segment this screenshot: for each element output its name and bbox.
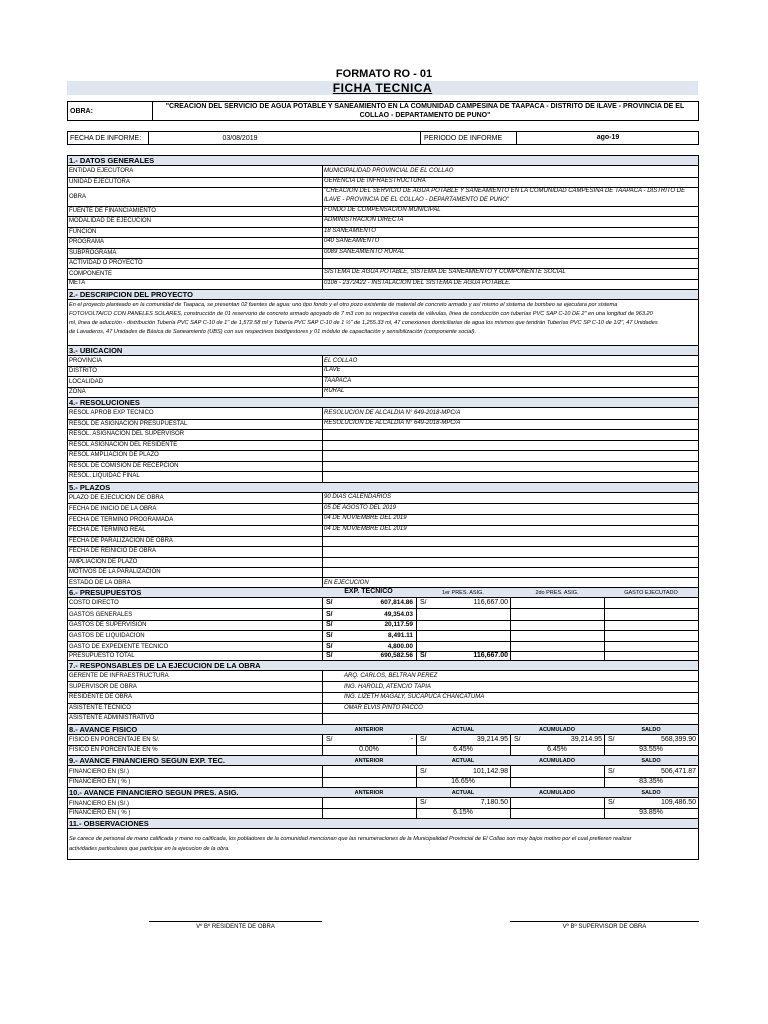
exp-value: 690,582.56	[380, 652, 413, 659]
currency: S/	[420, 599, 427, 606]
saldo-value: 93.55%	[639, 746, 663, 753]
row-label: GASTOS DE SUPERVISION	[69, 622, 147, 628]
row-label: COSTO DIRECTO	[69, 600, 119, 606]
exp-value: 4,800.00	[387, 643, 413, 650]
section-plazos: 5.- PLAZOS	[68, 482, 698, 493]
row-label: FECHA DE TERMINO REAL	[69, 527, 146, 533]
row-value: SISTEMA DE AGUA POTABLE, SISTEMA DE SANEAMIENTO Y COMPONENTE SOCIAL	[324, 269, 566, 275]
col-actual: ACTUAL	[451, 727, 475, 733]
col-saldo: SALDO	[641, 727, 661, 733]
actual-value: 39,214.95	[476, 736, 508, 743]
col-acumulado: ACUMULADO	[538, 758, 576, 764]
col-saldo: SALDO	[641, 790, 661, 796]
row-label: FECHA DE INICIO DE LA OBRA	[69, 506, 157, 512]
ficha-title: FICHA TECNICA	[67, 81, 698, 95]
section-resoluciones: 4.- RESOLUCIONES	[68, 397, 698, 408]
row-value: RESOLUCION DE ALCALDIA N° 649-2018-MPC/A	[324, 420, 461, 426]
section-responsables: 7.- RESPONSABLES DE LA EJECUCION DE LA OBRA	[68, 660, 698, 671]
row-label: META	[69, 280, 86, 286]
row-label: FUNCION	[69, 229, 97, 235]
col-exp-tecnico: EXP. TECNICO	[344, 588, 393, 595]
row-label: MOTIVOS DE LA PARALIZACION	[69, 569, 161, 575]
currency: S/	[326, 621, 333, 628]
currency: S/	[420, 768, 427, 775]
acumulado-value: 6.45%	[547, 746, 567, 753]
exp-value: 8,491.11	[388, 632, 413, 639]
saldo-value: 83.35%	[639, 778, 663, 785]
currency: S/	[420, 652, 427, 659]
fecha-value: 03/08/2019	[222, 135, 258, 142]
fecha-box	[67, 131, 699, 145]
row-label: RESOL APROB EXP TECNICO	[69, 410, 154, 416]
row-label: FISICO EN PORCENTAJE EN S/.	[69, 737, 160, 743]
row-value: TAAPACA	[324, 378, 352, 384]
currency: S/	[514, 736, 521, 743]
section-ubicacion: 3.- UBICACION	[68, 345, 698, 356]
col-gasto-ejecutado: GASTO EJECUTADO	[624, 590, 678, 596]
row-label: PROVINCIA	[69, 358, 103, 364]
row-label: DISTRITO	[69, 368, 97, 374]
row-label: GASTOS DE LIQUIDACION	[69, 633, 145, 639]
col-acumulado: ACUMULADO	[538, 790, 576, 796]
obra-value: "CREACION DEL SERVICIO DE AGUA POTABLE Y SANEAMIENTO EN LA COMUNIDAD CAMPESINA DE TAAPACA - DISTRITO DE ILAVE - PROVINCIA DE EL COLLAO - DEPARTAMENTO DE PUNO"	[165, 103, 685, 119]
row-value: 04 DE NOVIEMBRE DEL 2019	[324, 515, 407, 521]
currency: S/	[326, 632, 333, 639]
row-value: 0106 - 2372422 - INSTALACION DEL SISTEMA DE AGUA POTABLE.	[324, 280, 511, 286]
currency: S/	[326, 652, 333, 659]
col-actual: ACTUAL	[451, 790, 475, 796]
section-datos-generales: 1.- DATOS GENERALES	[68, 156, 698, 166]
row-value: 05 DE AGOSTO DEL 2019	[324, 505, 396, 511]
actual-value: 7,180.50	[480, 799, 508, 806]
row-label: FECHA DE PARALIZACION DE OBRA	[69, 538, 173, 544]
section-avance-financiero-exp: 9.- AVANCE FINANCIERO SEGUN EXP. TEC.	[68, 755, 698, 766]
col-acumulado: ACUMULADO	[538, 727, 576, 733]
row-label: SUBPROGRAMA	[69, 250, 117, 256]
row-value: ARQ. CARLOS, BELTRAN PEREZ	[344, 673, 438, 679]
row-label: GASTOS GENERALES	[69, 612, 133, 618]
section-avance-fisico: 8.- AVANCE FISICO	[68, 724, 698, 735]
row-label: PLAZO DE EJECUCION DE OBRA	[69, 495, 164, 501]
fecha-label: FECHA DE INFORME:	[70, 135, 142, 142]
saldo-value: 93.85%	[639, 809, 663, 816]
row-label: RESOL AMPLIACION DE PLAZO	[69, 452, 159, 458]
currency: S/	[608, 768, 615, 775]
firma-supervisor-label: Vº Bº SUPERVISOR DE OBRA	[562, 924, 647, 930]
exp-value: 20,117.59	[384, 621, 413, 628]
row-label: GERENTE DE INFRAESTRUCTURA	[69, 673, 169, 679]
row-label: AMPLIACION DE PLAZO	[69, 559, 138, 565]
row-label: MODALIDAD DE EJECUCION	[69, 218, 152, 224]
row-value: 040 SANEAMIENTO	[324, 238, 380, 244]
row-label: RESOL ASIGNACION DEL RESIDENTE	[69, 442, 178, 448]
row-label: FISICO EN PORCENTAJE EN %	[69, 747, 158, 753]
actual-value: 6.15%	[453, 809, 473, 816]
descripcion-line: de Lavaderos, 47 Unidades de Básica de Saneamiento (UBS) con sus respectivos biodigestores y 01 módulo de capacitación y sensibilización (componente social).	[69, 329, 477, 335]
section-descripcion: 2.- DESCRIPCION DEL PROYECTO	[68, 289, 698, 300]
exp-value: 607,814.86	[380, 599, 413, 606]
row-label: RESOL. LIQUIDAC FINAL	[69, 473, 140, 479]
anterior-value: 0.00%	[359, 746, 379, 753]
row-value: 90 DIAS CALENDARIOS	[324, 494, 392, 500]
periodo-value: ago-19	[596, 134, 620, 141]
actual-value: 16.65%	[451, 778, 475, 785]
row-label: RESOL. ASIGNACION DEL SUPERVISOR	[69, 431, 185, 437]
firma-residente-label: Vº Bº RESIDENTE DE OBRA	[196, 924, 275, 930]
col-saldo: SALDO	[641, 758, 661, 764]
row-label: RESOL DE ASIGNACION PRESUPUESTAL	[69, 421, 188, 427]
actual-value: 101,142.98	[472, 768, 508, 775]
row-label: ENTIDAD EJECUTORA	[69, 168, 134, 174]
section-avance-financiero-pres: 10.- AVANCE FINANCIERO SEGUN PRES. ASIG.	[68, 787, 698, 798]
p1-value: 116,667.00	[473, 599, 508, 606]
row-label: SUPERVISOR DE OBRA	[69, 684, 137, 690]
descripcion-line: FOTOVOLTAICO CON PANELES SOLARES, construcción de 01 reservorio de concreto armado apoyado de 7 m3 con su respectiva caseta de válvulas, línea de conducción con tuberías PVC SAP C-10 DE 2" en una longitud de 963.20	[69, 311, 653, 317]
currency: S/	[326, 599, 333, 606]
row-value: ING. LIZETH MAGALY, SUCAPUCA CHANCATUMA	[344, 694, 485, 700]
col-1er-pres: 1er PRES. ASIG.	[442, 590, 484, 596]
currency: S/	[420, 799, 427, 806]
row-value: EL COLLAO	[324, 358, 358, 364]
currency: S/	[326, 736, 333, 743]
row-label: FUENTE DE FINANCIAMIENTO	[69, 208, 156, 214]
row-label: FECHA DE REINICIO DE OBRA	[69, 548, 157, 554]
row-value: "CREACION DEL SERVICIO DE AGUA POTABLE Y SANEAMIENTO EN LA COMUNIDAD CAMPESINA DE TAAPACA - DISTRITO DE	[324, 188, 686, 194]
row-label: RESOL DE COMISION DE RECEPCION	[69, 463, 179, 469]
row-label: LOCALIDAD	[69, 379, 104, 385]
row-value: 04 DE NOVIEMBRE DEL 2019	[324, 526, 407, 532]
row-value: ADMINISTRACION DIRECTA	[324, 217, 404, 223]
row-label: FINANCIERO EN ( % )	[69, 779, 131, 785]
row-label: COMPONENTE	[69, 271, 113, 277]
main-table	[67, 155, 699, 860]
formato-title: FORMATO RO - 01	[335, 68, 433, 80]
anterior-value: -	[410, 736, 413, 743]
row-value: 18 SANEAMIENTO	[324, 228, 376, 234]
col-actual: ACTUAL	[451, 758, 475, 764]
col-anterior: ANTERIOR	[354, 727, 384, 733]
row-value-cont: ILAVE - PROVINCIA DE EL COLLAO - DEPARTAMENTO DE PUNO"	[324, 197, 510, 203]
row-label: ASISTENTE TECNICO	[69, 705, 131, 711]
firma-supervisor-line	[510, 921, 699, 922]
row-value: GERENCIA DE INFRAESTRUCTURA	[324, 178, 426, 184]
row-value: ILAVE	[324, 367, 341, 373]
descripcion-line: En el proyecto planteado en la comunidad de Taapaca, se presentan 02 fuentes de agua: uno tipo fondo y el otro pozo existente de material de concreto armado y así mismo el sistema de bombeo se ejecutara por sistema	[69, 302, 618, 308]
saldo-value: 109,486.50	[660, 799, 696, 806]
row-label: ZONA	[69, 389, 86, 395]
col-anterior: ANTERIOR	[354, 758, 384, 764]
firma-residente-line	[149, 921, 322, 922]
saldo-value: 506,471.87	[660, 768, 696, 775]
p1-value: 116,667.00	[473, 652, 508, 659]
section-presupuestos: 6.- PRESUPUESTOS	[68, 587, 698, 598]
section-observaciones: 11.- OBSERVACIONES	[68, 818, 698, 829]
row-value: MUNICIPALIDAD PROVINCIAL DE EL COLLAO	[324, 168, 454, 174]
currency: S/	[420, 736, 427, 743]
row-label: GASTO DE EXPEDIENTE TECNICO	[69, 644, 169, 650]
row-label: FECHA DE TERMINO PROGRAMADA	[69, 517, 174, 523]
row-label: UNIDAD EJECUTORA	[69, 179, 130, 185]
row-label: OBRA	[69, 194, 87, 200]
col-2do-pres: 2do PRES. ASIG.	[535, 590, 579, 596]
row-label: RESIDENTE DE OBRA	[69, 694, 133, 700]
observacion-line: Se carece de personal de mano calificada y mano no calificada, los pobladores de la comunidad mencionan que las renumeraciones de la Municipalidad Provincial de El Collao son muy bajos motivo por el cual prefieren realizar	[69, 836, 632, 842]
row-label: FINANCIERO EN (S/.)	[69, 769, 130, 775]
row-label: FINANCIERO EN ( % )	[69, 810, 131, 816]
row-label: ESTADO DE LA OBRA	[69, 580, 131, 586]
row-value: 0089 SANEAMIENTO RURAL	[324, 249, 405, 255]
exp-value: 49,354.03	[384, 611, 413, 618]
currency: S/	[608, 736, 615, 743]
row-value: ING. HAROLD, ATENCIO TAPIA	[344, 684, 431, 690]
observacion-line: actividades particulares que participar en la ejecucion de la obra.	[69, 846, 230, 852]
row-label: FINANCIERO EN (S/.)	[69, 801, 130, 807]
col-anterior: ANTERIOR	[354, 790, 384, 796]
row-value: EN EJECUCION	[324, 580, 369, 586]
periodo-label: PERIODO DE INFORME	[424, 135, 503, 142]
row-label: ACTIVIDAD O PROYECTO	[69, 260, 143, 266]
row-value: RURAL	[324, 388, 345, 394]
descripcion-line: ml, línea de aducción - distribución Tubería PVC SAP C-10 de 1" de 1,572.58 ml y Tubería PVC SAP C-10 de 1 ½" de 1,255.33 ml, 47 conexiones domiciliarias de agua los mismos que tendrán Tuberías PVC SP C-10 de 1/2", 47 Unidades	[69, 320, 658, 326]
row-value: FONDO DE COMPENSACION MUNICIPAL	[324, 207, 441, 213]
row-label: PROGRAMA	[69, 239, 105, 245]
row-value: RESOLUCION DE ALCALDIA N° 649-2018-MPC/A	[324, 410, 461, 416]
currency: S/	[326, 611, 333, 618]
acumulado-value: 39,214.95	[570, 736, 602, 743]
obra-label: OBRA:	[70, 108, 93, 115]
actual-value: 6.45%	[453, 746, 473, 753]
row-label: PRESUPUESTO TOTAL	[69, 653, 135, 659]
currency: S/	[608, 799, 615, 806]
row-label: ASISTENTE ADMINISTRATIVO	[69, 715, 155, 721]
obra-box	[67, 101, 699, 121]
currency: S/	[326, 643, 333, 650]
saldo-value: 568,399.90	[660, 736, 696, 743]
row-value: OMAR ELVIS PINTO PACCO	[344, 705, 423, 711]
